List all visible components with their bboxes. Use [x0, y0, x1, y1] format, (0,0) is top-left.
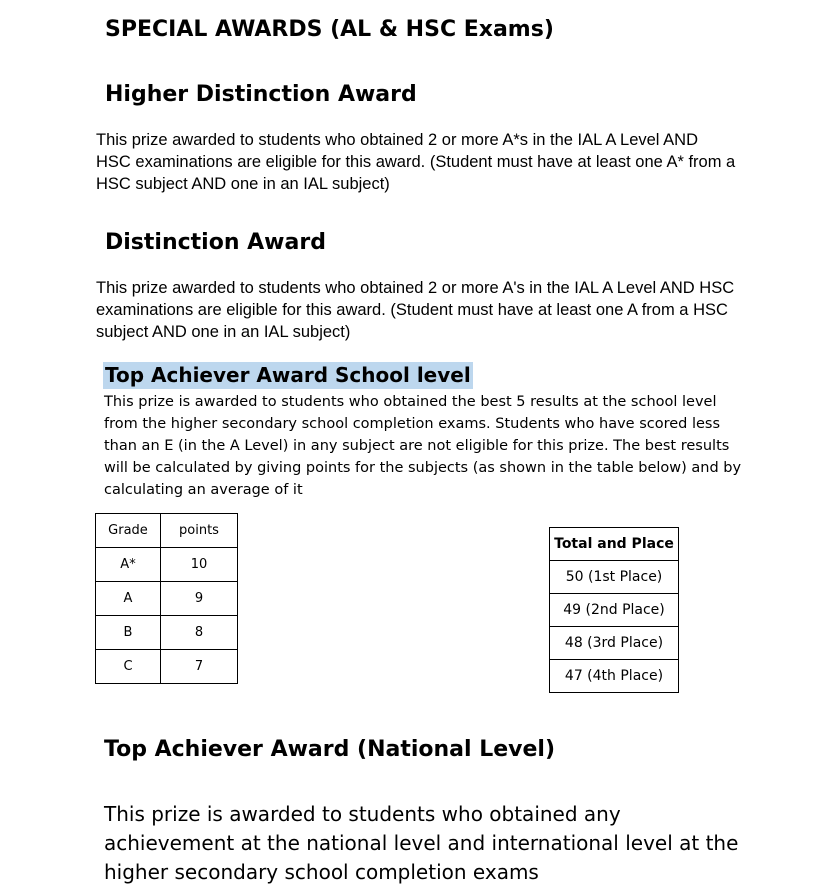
grade-cell: A: [96, 582, 161, 616]
higher-distinction-text: This prize awarded to students who obtained 2 or more A*s in the IAL A Level AND HSC examinations are eligible for this award. (Student must have at least one A* from a HSC subject AND one in an IAL subject): [96, 131, 736, 193]
top-achiever-national-heading: Top Achiever Award (National Level): [104, 737, 556, 762]
total-place-header: Total and Place: [550, 528, 679, 561]
points-cell: 10: [161, 548, 238, 582]
points-cell: 7: [161, 650, 238, 684]
page-title: SPECIAL AWARDS (AL & HSC Exams): [105, 17, 554, 42]
grade-cell: B: [96, 616, 161, 650]
total-place-table: [549, 527, 679, 693]
table-row: [550, 627, 679, 660]
table-header-row: [550, 528, 679, 561]
higher-distinction-heading: Higher Distinction Award: [105, 82, 417, 107]
place-cell: 48 (3rd Place): [550, 627, 679, 660]
top-achiever-national-text: This prize is awarded to students who obtained any achievement at the national level and international level at the higher secondary school completion exams: [104, 802, 739, 884]
grade-column-header: Grade: [96, 514, 161, 548]
table-header-row: [96, 514, 238, 548]
points-cell: 9: [161, 582, 238, 616]
table-row: [550, 561, 679, 594]
grade-cell: C: [96, 650, 161, 684]
table-row: [550, 660, 679, 693]
distinction-text: This prize awarded to students who obtained 2 or more A's in the IAL A Level AND HSC examinations are eligible for this award. (Student must have at least one A from a HSC subject AND one in an IAL subject): [96, 279, 735, 341]
top-achiever-school-heading: Top Achiever Award School level: [105, 363, 471, 387]
table-row: [96, 650, 238, 684]
distinction-heading: Distinction Award: [105, 230, 326, 255]
grade-points-table: [95, 513, 238, 684]
table-row: [96, 616, 238, 650]
table-row: [550, 594, 679, 627]
grade-cell: A*: [96, 548, 161, 582]
table-row: [96, 548, 238, 582]
table-row: [96, 582, 238, 616]
place-cell: 47 (4th Place): [550, 660, 679, 693]
place-cell: 49 (2nd Place): [550, 594, 679, 627]
points-cell: 8: [161, 616, 238, 650]
top-achiever-school-text: This prize is awarded to students who obtained the best 5 results at the school level from the higher secondary school completion exams. Students who have scored less than an E (in the A Level) in any subject are not eligible for this prize. The best results will be calculated by giving points for the subjects (as shown in the table below) and by calculating an average of it: [104, 394, 742, 498]
points-column-header: points: [161, 514, 238, 548]
place-cell: 50 (1st Place): [550, 561, 679, 594]
